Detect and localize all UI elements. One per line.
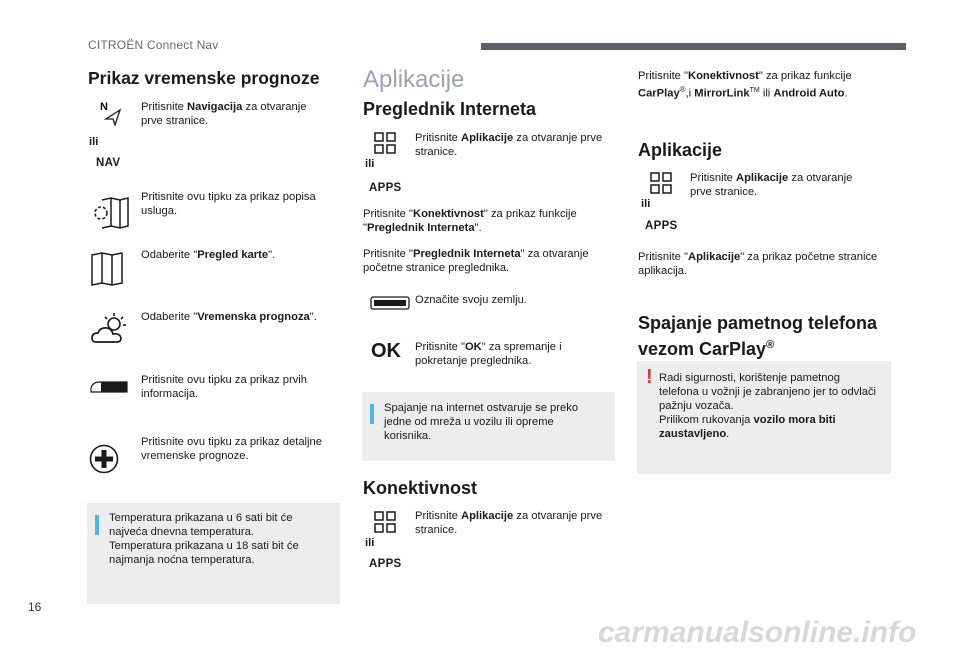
heading-carplay: Spajanje pametnog telefona vezom CarPlay® — [638, 313, 878, 359]
warning-note — [637, 361, 891, 474]
step-text: Pritisnite Navigacija za otvaranje prve stranice. — [141, 101, 307, 127]
header-bar — [481, 43, 906, 50]
step-text: Pritisnite ovu tipku za prikaz detaljne vremenske prognoze. — [141, 436, 322, 462]
ok-button-label: OK — [371, 340, 401, 362]
info-icon — [95, 515, 99, 535]
or-label: ili — [365, 158, 375, 170]
step-text: Odaberite "Pregled karte". — [141, 249, 276, 261]
plus-circle-icon — [89, 444, 119, 474]
step-text: Označite svoju zemlju. — [415, 294, 527, 306]
or-label: ili — [365, 537, 375, 549]
section-title-weather: Prikaz vremenske prognoze — [88, 68, 320, 88]
note-text: Temperatura prikazana u 6 sati bit će najveća dnevna temperatura. Temperatura prikazana u 18 sati bit će najmanja noćna temperatura. — [109, 512, 299, 566]
step-text: Pritisnite "OK" za spremanje i pokretanje preglednika. — [415, 341, 562, 367]
heading-apps: Aplikacije — [638, 140, 723, 160]
map-view-icon — [90, 251, 130, 287]
apps-button-label: APPS — [369, 558, 402, 570]
apps-grid-icon — [374, 511, 396, 533]
navigation-icon — [100, 100, 122, 126]
svg-text:N: N — [100, 101, 108, 113]
step-text: Pritisnite ovu tipku za prikaz popisa usluga. — [141, 191, 316, 217]
note-text: Radi sigurnosti, korištenje pametnog telefona u vožnji je zabranjeno jer to odvlači pažnju vozača. Prilikom rukovanja vozilo mora biti zaustavljeno. — [659, 372, 877, 440]
heading-browser: Preglednik Interneta — [363, 99, 537, 119]
info-note — [87, 503, 340, 604]
watermark: carmanualsonline.info — [598, 616, 917, 649]
or-label: ili — [89, 136, 99, 148]
apps-button-label: APPS — [369, 182, 402, 194]
step-text: Pritisnite Aplikacije za otvaranje prve stranice. — [415, 132, 603, 158]
info-icon — [370, 404, 374, 424]
info-bar-icon — [89, 378, 129, 396]
step-text: Pritisnite "Konektivnost" za prikaz funkcije "Preglednik Interneta". — [363, 208, 577, 234]
step-text: Pritisnite Aplikacije za otvaranje prve stranice. — [415, 510, 603, 536]
map-services-icon — [90, 196, 130, 230]
apps-grid-icon — [374, 132, 396, 154]
apps-grid-icon — [650, 172, 672, 194]
weather-icon — [90, 312, 130, 346]
apps-button-label: APPS — [645, 220, 678, 232]
nav-button-label: NAV — [96, 157, 121, 169]
step-text: Pritisnite "Konektivnost" za prikaz funkcije CarPlay®,i MirrorLink™ ili Android Auto. — [638, 70, 852, 100]
step-text: Pritisnite Aplikacije za otvaranje prve stranice. — [690, 172, 853, 198]
warning-icon: ! — [646, 366, 653, 388]
step-text: Pritisnite ovu tipku za prikaz prvih informacija. — [141, 374, 308, 400]
heading-connectivity: Konektivnost — [363, 478, 478, 498]
step-text: Odaberite "Vremenska prognoza". — [141, 311, 317, 323]
running-header: CITROËN Connect Nav — [88, 38, 219, 52]
note-text: Spajanje na internet ostvaruje se preko jedne od mreža u vozilu ili opreme korisnika. — [384, 402, 579, 442]
or-label: ili — [641, 198, 651, 210]
step-text: Pritisnite "Aplikacije" za prikaz početne stranice aplikacija. — [638, 251, 878, 277]
page-section-title: Aplikacije — [363, 66, 465, 93]
info-note — [362, 392, 615, 461]
step-text: Pritisnite "Preglednik Interneta" za otvaranje početne stranice preglednika. — [363, 248, 589, 274]
page-number: 16 — [28, 600, 42, 614]
selection-bar-icon — [370, 296, 410, 310]
